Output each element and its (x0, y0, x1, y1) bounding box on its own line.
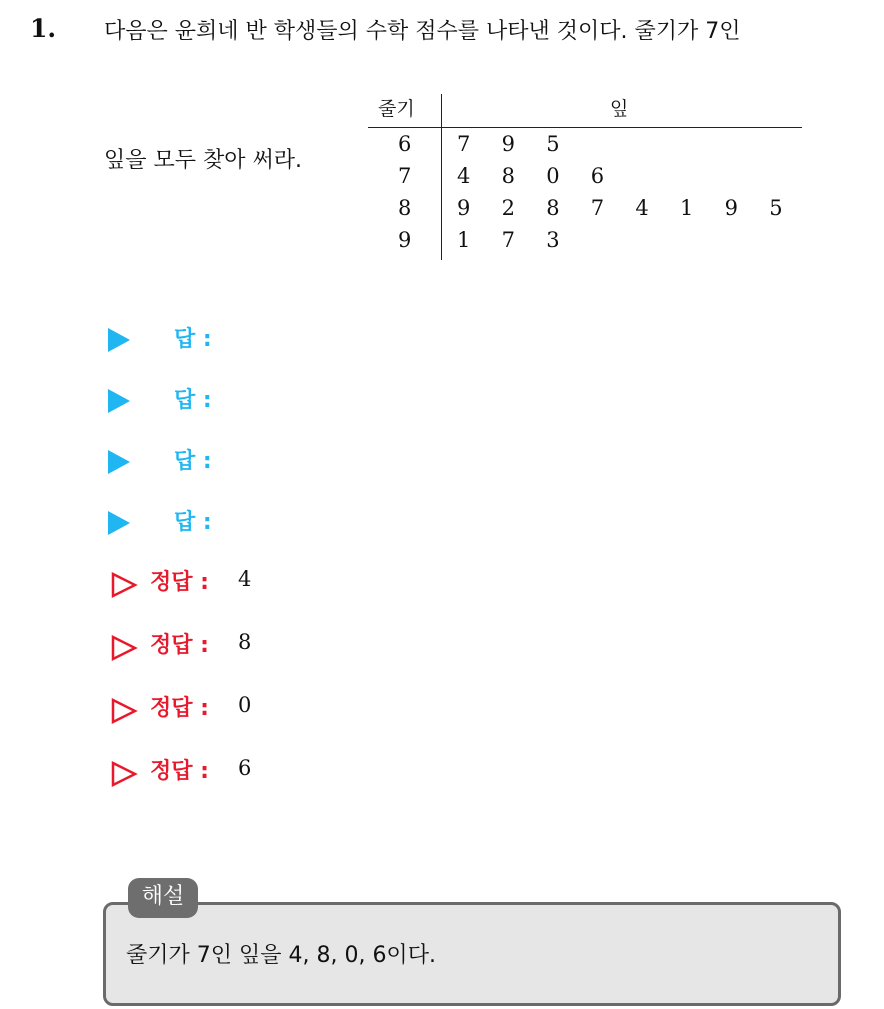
leaf-value: 5 (769, 196, 783, 220)
outline-triangle-icon (110, 760, 138, 788)
outline-triangle-icon (110, 634, 138, 662)
leaf-value: 9 (501, 132, 515, 156)
leaf-value: 8 (546, 196, 560, 220)
question-number: 1. (30, 14, 57, 43)
leaf-value: 3 (546, 228, 560, 252)
play-triangle-icon (108, 511, 130, 535)
correct-answer-value: 0 (238, 693, 252, 717)
answer-blank[interactable] (108, 444, 508, 484)
stem-value: 8 (398, 196, 412, 220)
question-text-line2: 잎을 모두 찾아 써라. (104, 148, 302, 173)
leaf-header: 잎 (610, 98, 629, 120)
correct-answer (110, 691, 510, 731)
leaf-value: 7 (590, 196, 605, 220)
play-triangle-icon (108, 389, 130, 413)
stem-value: 6 (398, 132, 412, 156)
leaf-value: 1 (680, 196, 694, 220)
leaf-value: 4 (457, 164, 471, 188)
explanation-text: 줄기가 7인 잎을 4, 8, 0, 6이다. (126, 943, 436, 968)
correct-answer-label: 정답 : (150, 759, 209, 784)
play-triangle-icon (108, 450, 130, 474)
correct-answer (110, 754, 510, 794)
correct-answer-value: 8 (238, 630, 252, 654)
header-divider (368, 127, 802, 128)
answer-label: 답 : (174, 388, 212, 413)
leaf-value: 5 (546, 132, 560, 156)
correct-answer-value: 4 (238, 567, 252, 591)
leaf-value: 8 (501, 164, 515, 188)
leaf-value: 7 (457, 132, 471, 156)
leaf-value: 7 (501, 228, 515, 252)
leaf-value: 2 (501, 196, 515, 220)
correct-answer-label: 정답 : (150, 633, 209, 658)
stem-header: 줄기 (378, 98, 415, 120)
stem-leaf-plot (368, 94, 802, 260)
stem-leaf-row (368, 228, 802, 260)
outline-triangle-icon (110, 571, 138, 599)
leaf-value: 0 (546, 164, 560, 188)
answer-blank[interactable] (108, 322, 508, 362)
stem-value: 7 (398, 164, 412, 188)
correct-answer-label: 정답 : (150, 570, 209, 595)
answer-blank[interactable] (108, 505, 508, 545)
stem-leaf-row (368, 164, 802, 196)
answer-label: 답 : (174, 449, 212, 474)
correct-answer-value: 6 (238, 756, 252, 780)
answer-label: 답 : (174, 327, 212, 352)
stem-leaf-row (368, 196, 802, 228)
answer-blank[interactable] (108, 383, 508, 423)
stem-leaf-row (368, 132, 802, 164)
leaf-value: 9 (457, 196, 471, 220)
stem-value: 9 (398, 228, 412, 252)
outline-triangle-icon (110, 697, 138, 725)
play-triangle-icon (108, 328, 130, 352)
correct-answer (110, 565, 510, 605)
question-text-line1: 다음은 윤희네 반 학생들의 수학 점수를 나타낸 것이다. 줄기가 7인 (104, 19, 741, 44)
leaf-value: 6 (590, 164, 605, 188)
correct-answer-label: 정답 : (150, 696, 209, 721)
leaf-value: 9 (724, 196, 738, 220)
correct-answer (110, 628, 510, 668)
answer-label: 답 : (174, 510, 212, 535)
leaf-value: 4 (635, 196, 649, 220)
explanation-tag: 해설 (128, 878, 198, 918)
leaf-value: 1 (457, 228, 471, 252)
